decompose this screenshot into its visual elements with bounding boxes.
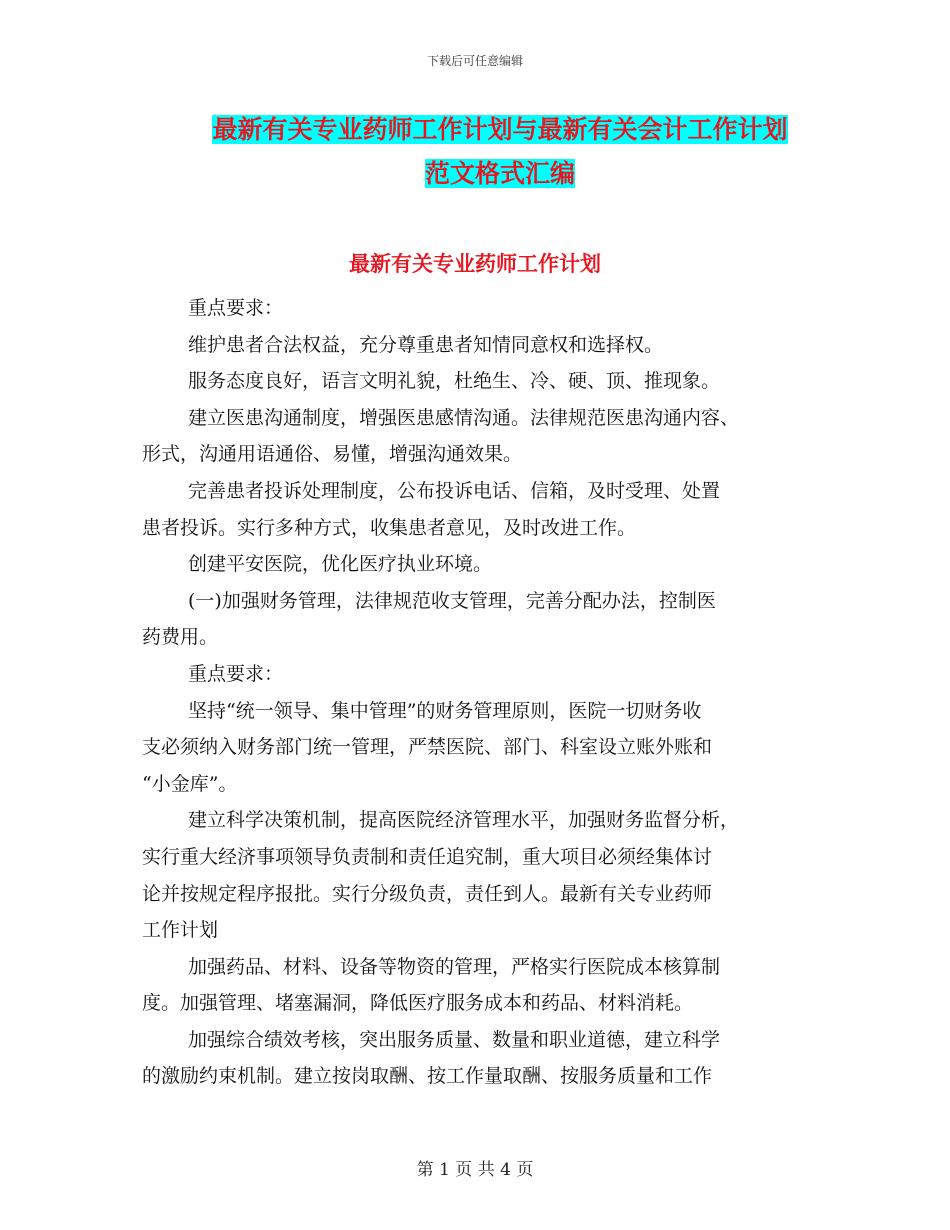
document-title <box>140 108 860 196</box>
text-line: 度。加强管理、堵塞漏洞，降低医疗服务成本和药品、材料消耗。 <box>142 992 694 1015</box>
text-line: 工作计划 <box>142 919 219 942</box>
body-text <box>142 290 814 1095</box>
text-line: 加强药品、材料、设备等物资的管理，严格实行医院成本核算制 <box>188 955 721 978</box>
document-title-line-2: 范文格式汇编 <box>424 159 575 188</box>
text-line: 坚持“统一领导、集中管理”的财务管理原则，医院一切财务收 <box>188 699 702 722</box>
text-line: 加强综合绩效考核，突出服务质量、数量和职业道德，建立科学 <box>188 1028 721 1051</box>
text-line: 支必须纳入财务部门统一管理，严禁医院、部门、科室设立账外账和 <box>142 736 713 759</box>
text-line: 服务态度良好，语言文明礼貌，杜绝生、冷、硬、顶、推现象。 <box>188 370 721 393</box>
page-footer: 第 1 页 共 4 页 <box>416 1160 534 1180</box>
text-line: 建立医患沟通制度，增强医患感情沟通。法律规范医患沟通内容、 <box>188 406 740 429</box>
section-title: 最新有关专业药师工作计划 <box>349 252 601 276</box>
text-line: 完善患者投诉处理制度，公布投诉电话、信箱，及时受理、处置 <box>188 479 721 502</box>
text-line: 论并按规定程序报批。实行分级负责，责任到人。最新有关专业药师 <box>142 882 713 905</box>
text-line: 建立科学决策机制，提高医院经济管理水平，加强财务监督分析， <box>188 809 740 832</box>
text-line: 的激励约束机制。建立按岗取酬、按工作量取酬、按服务质量和工作 <box>142 1065 713 1088</box>
text-line: 形式，沟通用语通俗、易懂，增强沟通效果。 <box>142 443 523 466</box>
header-note: 下载后可任意编辑 <box>426 54 523 68</box>
text-line: 创建平安医院，优化医疗执业环境。 <box>188 553 493 576</box>
text-line: “小金库”。 <box>142 772 238 795</box>
text-line: 药费用。 <box>142 626 219 649</box>
text-line: 维护患者合法权益，充分尊重患者知情同意权和选择权。 <box>188 333 664 356</box>
text-line: 重点要求： <box>188 662 284 685</box>
document-title-line-1: 最新有关专业药师工作计划与最新有关会计工作计划 <box>212 115 788 144</box>
text-line: (一)加强财务管理，法律规范收支管理，完善分配办法，控制医 <box>188 589 716 612</box>
text-line: 实行重大经济事项领导负责制和责任追究制，重大项目必须经集体讨 <box>142 845 713 868</box>
text-line: 重点要求： <box>188 297 284 319</box>
text-line: 患者投诉。实行多种方式，收集患者意见，及时改进工作。 <box>142 516 637 539</box>
